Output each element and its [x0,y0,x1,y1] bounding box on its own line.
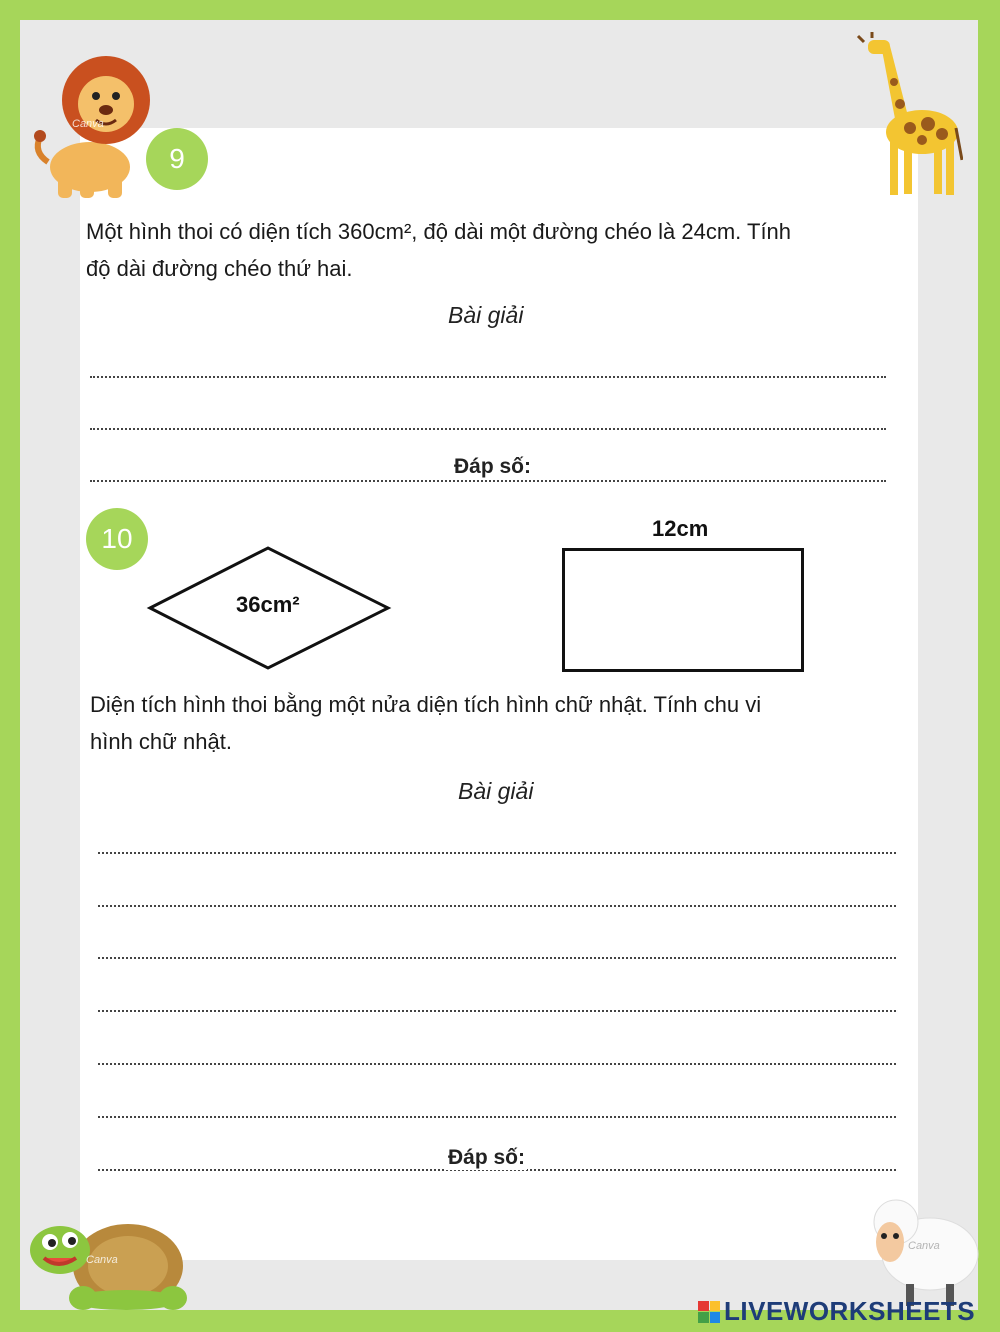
rhombus-area-label: 36cm² [236,592,300,617]
question-10-solution-label: Bài giải [458,778,534,804]
rectangle-figure [562,548,804,672]
liveworksheets-logo [698,1296,975,1327]
q10-answer-line-5[interactable] [98,1061,896,1065]
question-10-text-line-1: Diện tích hình thoi bằng một nửa diện tích hình chữ nhật. Tính chu vi [90,692,762,717]
q9-answer-line-1[interactable] [90,374,886,378]
question-10-badge: 10 [86,508,148,570]
lion-watermark: Canva [72,118,104,130]
sheep-watermark: Canva [908,1240,940,1252]
liveworksheets-logo-text: LIVEWORKSHEETS [724,1296,976,1326]
question-9-text-line-2: độ dài đường chéo thứ hai. [86,256,353,281]
q10-answer-line-6[interactable] [98,1114,896,1118]
question-9-answer-label: Đáp số: [454,455,532,478]
question-9-badge: 9 [146,128,208,190]
question-9-solution-label: Bài giải [448,302,524,328]
q10-answer-line-4[interactable] [98,1008,896,1012]
question-10-answer-label: Đáp số: [448,1146,526,1169]
q9-answer-line-2[interactable] [90,426,886,430]
question-10-text-line-2: hình chữ nhật. [90,729,232,754]
rectangle-width-label: 12cm [652,516,709,541]
q10-answer-line-1[interactable] [98,850,896,854]
question-9-text-line-1: Một hình thoi có diện tích 360cm², độ dài một đường chéo là 24cm. Tính [86,219,792,244]
giraffe-illustration [838,32,963,200]
q10-answer-line-2[interactable] [98,903,896,907]
turtle-watermark: Canva [86,1254,118,1266]
q10-answer-line-3[interactable] [98,955,896,959]
liveworksheets-logo-icon [698,1301,720,1323]
